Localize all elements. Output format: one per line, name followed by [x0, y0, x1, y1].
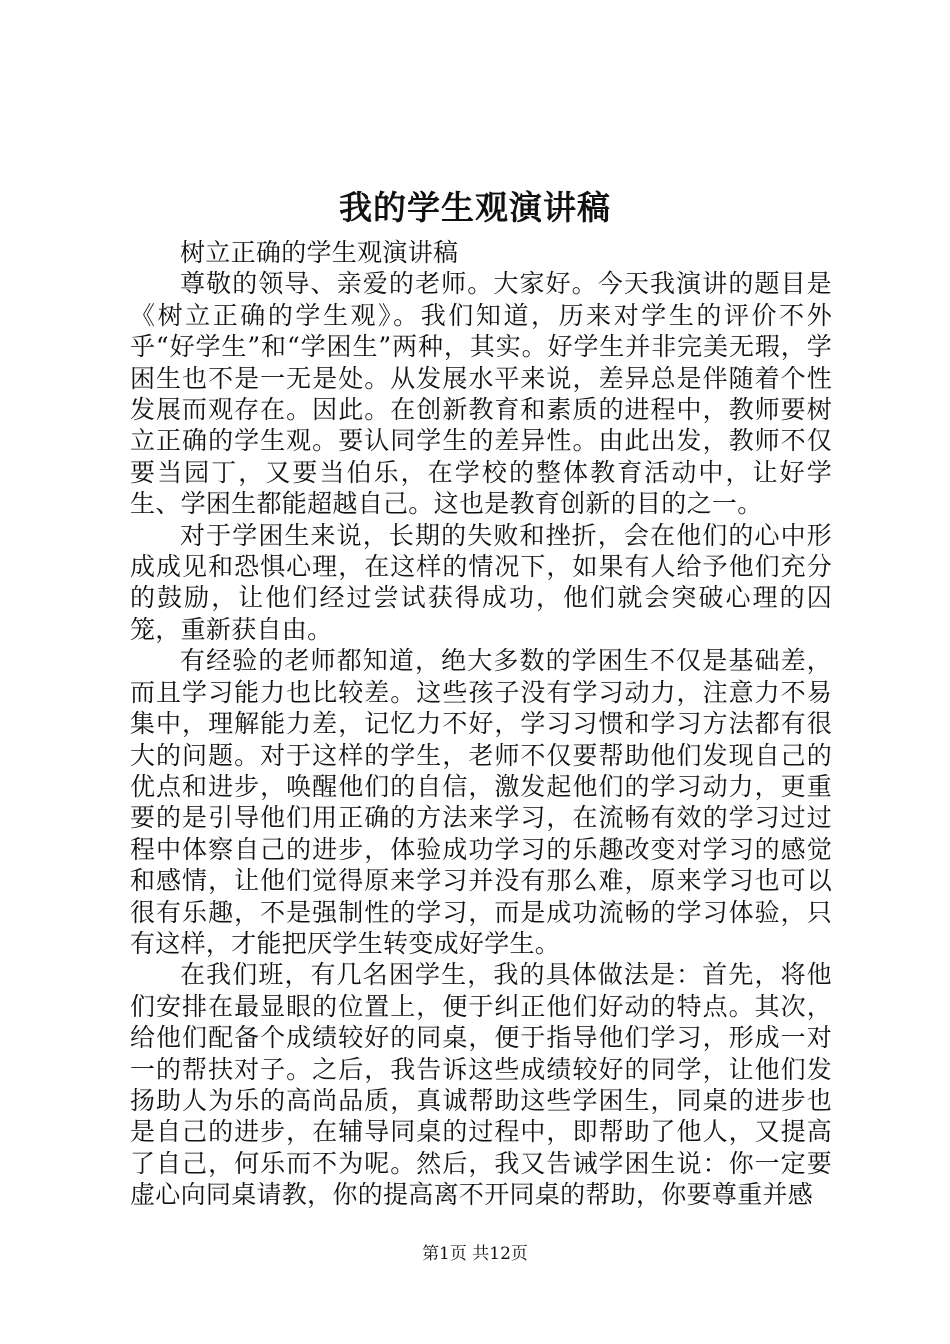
page-number: 第1页 共12页: [422, 1244, 528, 1264]
paragraph: 对于学困生来说，长期的失败和挫折，会在他们的心中形成成见和恐惧心理，在这样的情况下，如果有人给予他们充分的鼓励，让他们经过尝试获得成功，他们就会突破心理的囚笼，重新获自由。: [130, 520, 832, 644]
paragraph: 有经验的老师都知道，绝大多数的学困生不仅是基础差，而且学习能力也比较差。这些孩子没有学习动力，注意力不易集中，理解能力差，记忆力不好，学习习惯和学习方法都有很大的问题。对于这样的学生，老师不仅要帮助他们发现自己的优点和进步，唤醒他们的自信，激发起他们的学习动力，更重要的是引导他们用正确的方法来学习，在流畅有效的学习过过程中体察自己的进步，体验成功学习的乐趣改变对学习的感觉和感情，让他们觉得原来学习并没有那么难，原来学习也可以很有乐趣，不是强制性的学习，而是成功流畅的学习体验，只有这样，才能把厌学生转变成好学生。: [130, 646, 832, 958]
document-title: 我的学生观演讲稿: [339, 188, 611, 227]
paragraph-subtitle: 树立正确的学生观演讲稿: [180, 238, 459, 267]
paragraph: 尊敬的领导、亲爱的老师。大家好。今天我演讲的题目是《树立正确的学生观》。我们知道，历来对学生的评价不外乎“好学生”和“学困生”两种，其实。好学生并非完美无瑕，学困生也不是一无是处。从发展水平来说，差异总是伴随着个性发展而观存在。因此。在创新教育和素质的进程中，教师要树立正确的学生观。要认同学生的差异性。由此出发，教师不仅要当园丁，又要当伯乐，在学校的整体教育活动中，让好学生、学困生都能超越自己。这也是教育创新的目的之一。: [130, 269, 832, 519]
paragraph: 在我们班，有几名困学生，我的具体做法是：首先，将他们安排在最显眼的位置上，便于纠正他们好动的特点。其次，给他们配备个成绩较好的同桌，便于指导他们学习，形成一对一的帮扶对子。之后，我告诉这些成绩较好的同学，让他们发扬助人为乐的高尚品质，真诚帮助这些学困生，同桌的进步也是自己的进步，在辅导同桌的过程中，即帮助了他人，又提高了自己，何乐而不为呢。然后，我又告诫学困生说：你一定要虚心向同桌请教，你的提高离不开同桌的帮助，你要尊重并感: [130, 960, 832, 1210]
document-body: [130, 237, 832, 1211]
